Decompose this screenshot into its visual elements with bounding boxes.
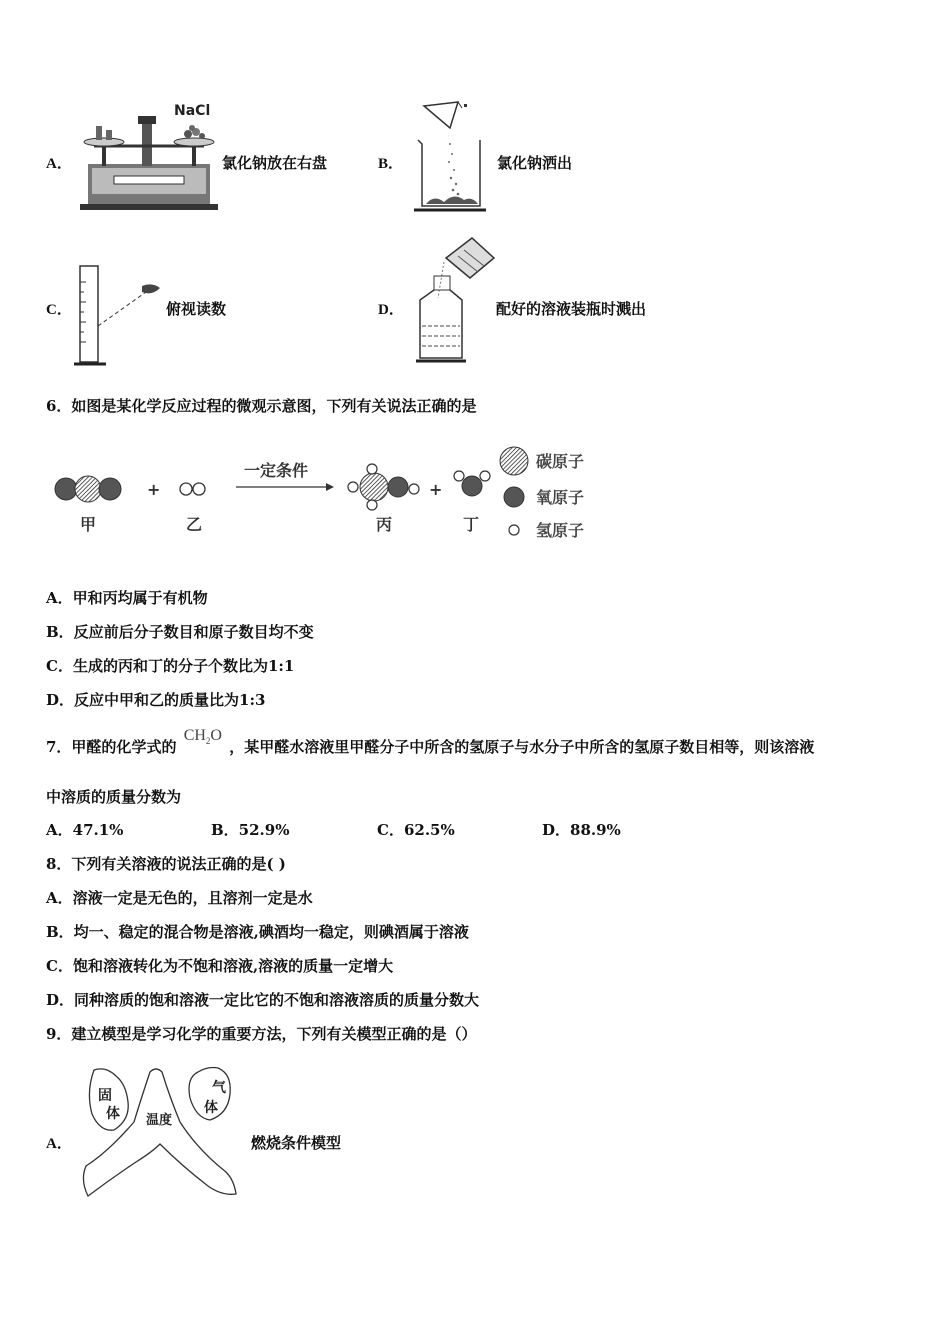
- q6-stem: 6．如图是某化学反应过程的微观示意图，下列有关说法正确的是: [46, 397, 477, 415]
- reaction-diagram: [46, 438, 606, 552]
- option-c-text: 俯视读数: [166, 300, 227, 318]
- option-a-label: A．: [46, 156, 72, 172]
- q8-option-d: D．同种溶质的饱和溶液一定比它的不饱和溶液溶质的质量分数大: [46, 991, 480, 1009]
- legend-carbon-swatch: [500, 447, 528, 475]
- option-b-label: B．: [378, 156, 404, 172]
- condition-label: 一定条件: [244, 461, 309, 480]
- beaker-spill-image: [414, 100, 494, 216]
- option-d-label: D．: [378, 302, 404, 318]
- part-gas-1: 气: [212, 1080, 226, 1096]
- q7-option-a: A．47.1%: [46, 821, 124, 839]
- part-solid-2: 体: [106, 1106, 120, 1122]
- q7-stem: [46, 727, 815, 758]
- plus-1: +: [147, 480, 161, 499]
- cylinder-reading-image: [72, 262, 168, 374]
- q8-option-a: A．溶液一定是无色的，且溶剂一定是水: [46, 889, 313, 907]
- q7-stem-line2: 中溶质的质量分数为: [46, 788, 182, 806]
- name-bing: 丙: [376, 515, 393, 534]
- name-jia: 甲: [80, 515, 97, 534]
- option-d-text: 配好的溶液装瓶时溅出: [496, 300, 647, 318]
- formaldehyde-formula: $CH_2O$: [183, 727, 222, 747]
- molecule-bing: [348, 464, 419, 510]
- legend-hydrogen-swatch: [509, 525, 519, 535]
- q6-option-b: B．反应前后分子数目和原子数目均不变: [46, 623, 314, 641]
- q6-option-d: D．反应中甲和乙的质量比为1:3: [46, 691, 266, 709]
- part-temperature: 温度: [146, 1113, 173, 1128]
- legend-carbon: 碳原子: [536, 452, 585, 471]
- q7-option-c: C．62.5%: [377, 821, 455, 839]
- molecule-yi: [180, 483, 205, 495]
- option-c-label: C．: [46, 302, 72, 318]
- q6-option-a: A．甲和丙均属于有机物: [46, 589, 208, 607]
- q9-option-a-label: A．: [46, 1136, 72, 1152]
- q8-option-b: B．均一、稳定的混合物是溶液,碘酒均一稳定，则碘酒属于溶液: [46, 923, 469, 941]
- q9-option-a-text: 燃烧条件模型: [251, 1134, 342, 1152]
- name-yi: 乙: [186, 515, 203, 534]
- q7-option-d: D．88.9%: [542, 821, 621, 839]
- part-gas-2: 体: [204, 1100, 218, 1116]
- q7-stem-before: 7．甲醛的化学式的: [46, 738, 177, 756]
- q7-stem-after: ，某甲醛水溶液里甲醛分子中所含的氢原子与水分子中所含的氢原子数目相等，则该溶液: [229, 738, 815, 756]
- q7-option-b: B．52.9%: [211, 821, 290, 839]
- nacl-label: NaCl: [174, 103, 211, 119]
- option-b-text: 氯化钠洒出: [497, 154, 573, 172]
- legend-hydrogen: 氢原子: [536, 521, 585, 540]
- q8-option-c: C．饱和溶液转化为不饱和溶液,溶液的质量一定增大: [46, 957, 394, 975]
- molecule-jia: [55, 476, 121, 502]
- part-solid-1: 固: [98, 1088, 112, 1104]
- q6-option-c: C．生成的丙和丁的分子个数比为1:1: [46, 657, 295, 675]
- balance-image: [78, 98, 220, 216]
- q9-stem: 9．建立模型是学习化学的重要方法，下列有关模型正确的是（）: [46, 1025, 477, 1043]
- combustion-model-image: [78, 1062, 240, 1206]
- plus-2: +: [429, 480, 443, 499]
- option-a-text: 氯化钠放在右盘: [222, 154, 328, 172]
- legend-oxygen: 氧原子: [536, 488, 585, 507]
- legend-oxygen-swatch: [504, 487, 524, 507]
- name-ding: 丁: [463, 515, 480, 534]
- bottle-pour-image: [412, 236, 498, 370]
- q8-stem: 8．下列有关溶液的说法正确的是( ): [46, 855, 286, 873]
- molecule-ding: [454, 471, 490, 496]
